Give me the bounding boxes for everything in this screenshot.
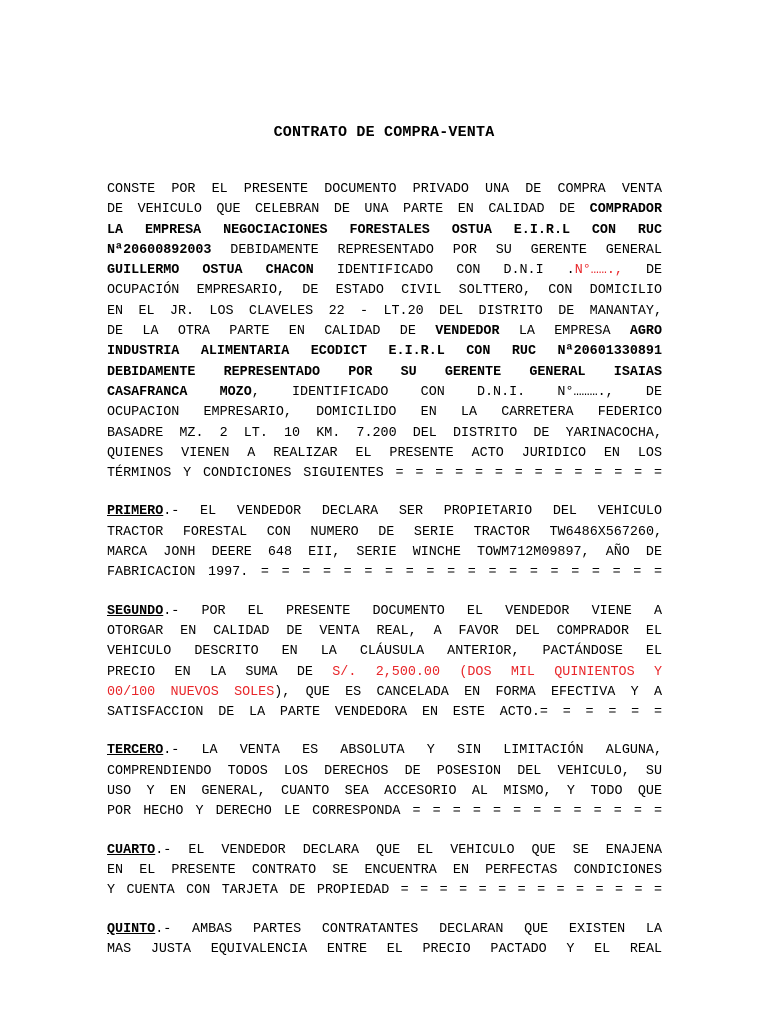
text-line — [107, 502, 662, 522]
text-run: .- EL VENDEDOR DECLARA QUE EL VEHICULO QUE SE ENAJENA — [155, 842, 663, 858]
text-run: TRACTOR FORESTAL CON NUMERO DE SERIE TRACTOR TW6486X567260, — [107, 524, 663, 540]
text-line — [107, 464, 662, 484]
text-line — [107, 920, 662, 940]
text-line — [107, 642, 662, 662]
text-line — [107, 302, 662, 322]
seller-manager: CASAFRANCA MOZO — [107, 384, 252, 400]
clause-tercero — [107, 741, 662, 822]
text-run: LA EMPRESA — [499, 324, 630, 340]
text-run: DE LA OTRA PARTE EN CALIDAD DE — [107, 324, 436, 340]
text-run: TÉRMINOS Y CONDICIONES SIGUIENTES = = = = = = = = = = = = = = — [107, 466, 662, 482]
clause-cuarto — [107, 841, 662, 902]
text-run: VEHICULO DESCRITO EN LA CLÁUSULA ANTERIOR, PACTÁNDOSE EL — [107, 644, 662, 660]
clause-label: CUARTO — [107, 842, 156, 858]
clause-quinto — [107, 920, 662, 961]
text-run: EN EL PRESENTE CONTRATO SE ENCUENTRA EN PERFECTAS CONDICIONES — [107, 862, 662, 878]
text-run: PRECIO EN LA SUMA DE — [107, 664, 333, 680]
text-run: .- LA VENTA ES ABSOLUTA Y SIN LIMITACIÓN ALGUNA, — [163, 743, 663, 759]
text-line — [107, 200, 662, 220]
text-line — [107, 221, 662, 241]
text-line — [107, 180, 662, 200]
buyer-manager: GUILLERMO OSTUA CHACON — [107, 263, 314, 279]
text-run: CONSTE POR EL PRESENTE DOCUMENTO PRIVADO UNA DE COMPRA VENTA — [107, 182, 662, 197]
text-run: .- POR EL PRESENTE DOCUMENTO EL VENDEDOR VIENE A — [163, 603, 663, 619]
price-amount-cont: 00/100 NUEVOS SOLES — [107, 684, 275, 700]
text-run: QUIENES VIENEN A REALIZAR EL PRESENTE ACTO JURIDICO EN LOS — [107, 445, 662, 461]
text-line — [107, 663, 662, 683]
text-line — [107, 523, 662, 543]
clause-label: PRIMERO — [107, 504, 164, 520]
text-run: Y CUENTA CON TARJETA DE PROPIEDAD = = = = = = = = = = = = = = — [107, 883, 662, 899]
text-run: EN EL JR. LOS CLAVELES 22 - LT.20 DEL DISTRITO DE MANANTAY, — [107, 303, 662, 319]
text-line — [107, 602, 662, 622]
text-line — [107, 241, 662, 261]
text-line — [107, 363, 662, 383]
text-line — [107, 782, 662, 802]
text-line — [107, 543, 662, 563]
text-line — [107, 762, 662, 782]
buyer-dni-placeholder: N°……., — [574, 263, 623, 279]
intro-paragraph — [107, 180, 662, 484]
text-run: OTORGAR EN CALIDAD DE VENTA REAL, A FAVOR DEL COMPRADOR EL — [107, 623, 662, 639]
document-body — [107, 180, 662, 978]
text-run: COMPRENDIENDO TODOS LOS DERECHOS DE POSESION DEL VEHICULO, SU — [107, 763, 662, 779]
text-run: ), QUE ES CANCELADA EN FORMA EFECTIVA Y A — [274, 684, 662, 700]
seller-company-cont: INDUSTRIA ALIMENTARIA ECODICT E.I.R.L CON RUC Nª20601330891 — [107, 344, 662, 360]
text-line — [107, 444, 662, 464]
text-line — [107, 261, 662, 281]
text-run: BASADRE MZ. 2 LT. 10 KM. 7.200 DEL DISTRITO DE YARINACOCHA, — [107, 425, 663, 441]
text-run: .- EL VENDEDOR DECLARA SER PROPIETARIO DEL VEHICULO — [163, 504, 662, 520]
text-line — [107, 741, 662, 761]
text-line — [107, 403, 662, 423]
text-line — [107, 841, 662, 861]
price-amount: S/. 2,500.00 (DOS MIL QUINIENTOS Y — [332, 664, 662, 680]
text-line — [107, 622, 662, 642]
text-line — [107, 881, 662, 901]
buyer-label: COMPRADOR — [589, 202, 662, 218]
text-run: DE — [622, 263, 663, 279]
text-run: MAS JUSTA EQUIVALENCIA ENTRE EL PRECIO PACTADO Y EL REAL — [107, 941, 663, 957]
text-run: DEBIDAMENTE REPRESENTADO POR SU GERENTE GENERAL — [211, 242, 662, 258]
text-run: FABRICACION 1997. = = = = = = = = = = = = = = = = = = = = — [107, 565, 662, 581]
clause-segundo — [107, 602, 662, 724]
text-run: IDENTIFICADO CON D.N.I . — [313, 263, 575, 279]
clause-label: TERCERO — [107, 743, 164, 759]
text-run: SATISFACCION DE LA PARTE VENDEDORA EN ESTE ACTO.= = = = = = — [107, 705, 662, 721]
text-line — [107, 940, 662, 960]
text-line — [107, 281, 662, 301]
buyer-ruc: Nª20600892003 — [107, 242, 212, 258]
text-run: .- AMBAS PARTES CONTRATANTES DECLARAN QUE EXISTEN LA — [155, 921, 662, 937]
text-run: USO Y EN GENERAL, CUANTO SEA ACCESORIO AL MISMO, Y TODO QUE — [107, 784, 662, 800]
text-line — [107, 563, 662, 583]
text-line — [107, 383, 662, 403]
text-run: MARCA JONH DEERE 648 EII, SERIE WINCHE TOWM712M09897, AÑO DE — [107, 545, 662, 561]
text-line — [107, 342, 662, 362]
text-line — [107, 322, 662, 342]
text-run: DE VEHICULO QUE CELEBRAN DE UNA PARTE EN CALIDAD DE — [107, 202, 590, 218]
text-run: , IDENTIFICADO CON D.N.I. N°………., DE — [251, 384, 662, 400]
document-title: CONTRATO DE COMPRA-VENTA — [273, 124, 495, 141]
seller-company: AGRO — [629, 324, 663, 340]
text-line — [107, 861, 662, 881]
seller-representation: DEBIDAMENTE REPRESENTADO POR SU GERENTE GENERAL ISAIAS — [107, 364, 663, 380]
text-line — [107, 802, 662, 822]
buyer-company: LA EMPRESA NEGOCIACIONES FORESTALES OSTUA E.I.R.L CON RUC — [107, 222, 662, 238]
text-line — [107, 683, 662, 703]
text-line — [107, 703, 662, 723]
text-run: OCUPACIÓN EMPRESARIO, DE ESTADO CIVIL SOLTTERO, CON DOMICILIO — [107, 283, 662, 299]
text-run: POR HECHO Y DERECHO LE CORRESPONDA = = = = = = = = = = = = = — [107, 804, 663, 820]
clause-label: QUINTO — [107, 921, 156, 937]
clause-label: SEGUNDO — [107, 603, 164, 619]
text-run: OCUPACION EMPRESARIO, DOMICILIDO EN LA CARRETERA FEDERICO — [107, 405, 662, 421]
clause-primero — [107, 502, 662, 583]
seller-label: VENDEDOR — [435, 324, 500, 340]
text-line — [107, 424, 662, 444]
